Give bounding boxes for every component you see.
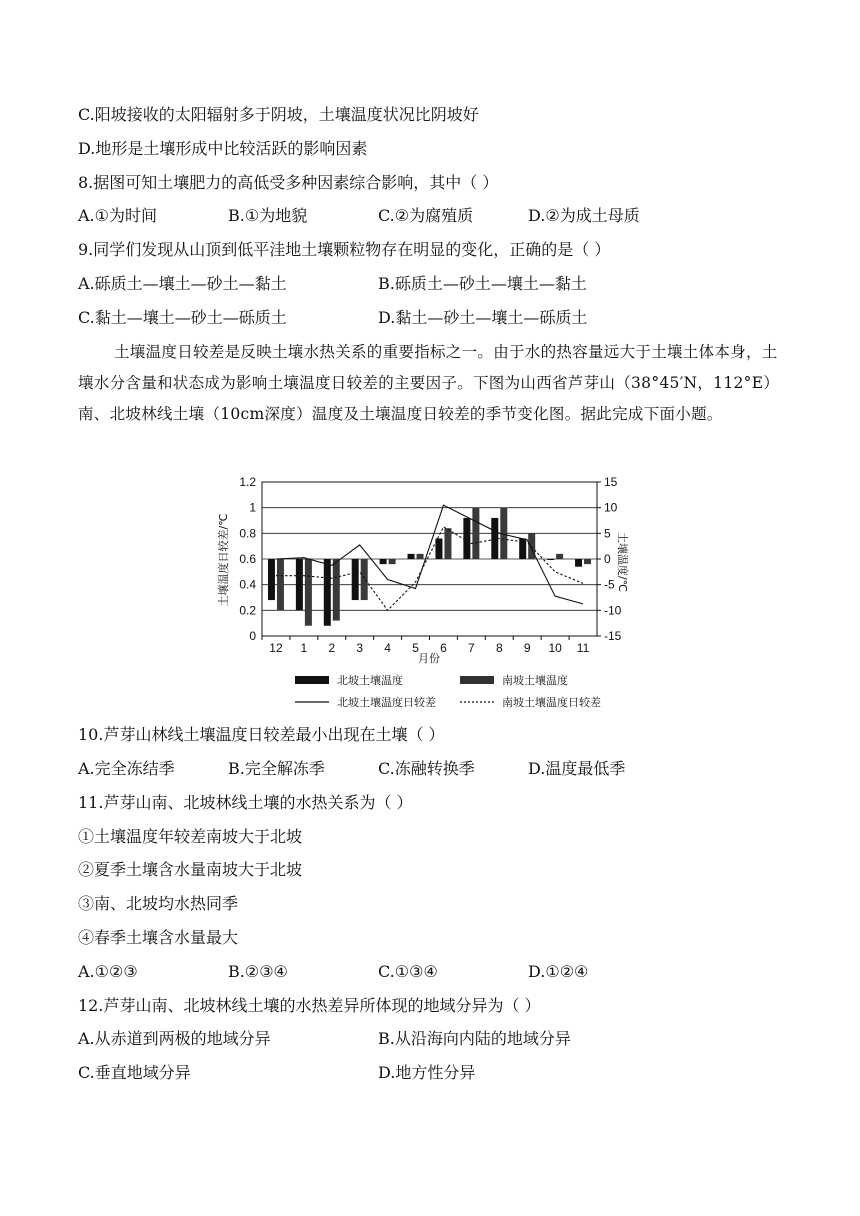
y-left-tick-label: 0.2 bbox=[239, 603, 256, 618]
x-tick-label: 7 bbox=[468, 641, 475, 655]
bar-north-temperature bbox=[352, 559, 359, 600]
bar-north-temperature bbox=[380, 559, 387, 564]
q11-option-b: B.②③④ bbox=[228, 962, 288, 981]
q9-option-a: A.砾质土—壤土—砂土—黏土 bbox=[78, 274, 287, 293]
q8-stem: 8.据图可知土壤肥力的高低受多种因素综合影响，其中（ ） bbox=[78, 173, 499, 192]
q10-stem: 10.芦芽山林线土壤温度日较差最小出现在土壤（ ） bbox=[78, 725, 445, 744]
x-tick-label: 5 bbox=[412, 641, 419, 655]
q9-option-c: C.黏土—壤土—砂土—砾质土 bbox=[78, 308, 287, 327]
soil-temperature-chart bbox=[205, 470, 635, 716]
q12-stem: 12.芦芽山南、北坡林线土壤的水热差异所体现的地域分异为（ ） bbox=[78, 996, 541, 1015]
y-right-tick-label: -5 bbox=[604, 577, 615, 592]
y-right-tick-label: 10 bbox=[604, 500, 618, 515]
legend bbox=[295, 673, 601, 709]
x-tick-label: 9 bbox=[523, 641, 531, 655]
line-south-daily-range bbox=[276, 527, 583, 610]
bar-south-temperature bbox=[417, 554, 424, 559]
y-left-tick-label: 0 bbox=[249, 629, 256, 643]
y-left-tick-label: 1.2 bbox=[239, 475, 256, 489]
bar-north-temperature bbox=[296, 559, 303, 610]
x-tick-label: 8 bbox=[495, 641, 503, 655]
y-right-tick-label: 5 bbox=[604, 526, 611, 541]
x-tick-label: 3 bbox=[356, 641, 364, 655]
bar-north-temperature bbox=[408, 554, 415, 559]
x-tick-label: 4 bbox=[384, 641, 391, 655]
legend-north-bar: 北坡土壤温度 bbox=[337, 674, 403, 687]
grid bbox=[262, 482, 597, 636]
x-tick-label: 10 bbox=[548, 641, 562, 655]
y-axis-right-label: 土壤温度/℃ bbox=[616, 531, 629, 593]
q11-option-a: A.①②③ bbox=[78, 962, 138, 981]
bar-south-temperature bbox=[333, 559, 340, 621]
bar-north-temperature bbox=[575, 559, 582, 567]
q7-option-d: D.地形是土壤形成中比较活跃的影响因素 bbox=[78, 139, 368, 158]
q11-item-4: ④春季土壤含水量最大 bbox=[78, 928, 239, 947]
y-left-tick-label: 1 bbox=[249, 500, 256, 515]
q8-option-c: C.②为腐殖质 bbox=[378, 206, 474, 225]
x-tick-label: 12 bbox=[269, 641, 283, 655]
q9-option-d: D.黏土—砂土—壤土—砾质土 bbox=[378, 308, 588, 327]
q12-option-d: D.地方性分异 bbox=[378, 1063, 476, 1082]
lines bbox=[276, 505, 583, 610]
q12-option-b: B.从沿海向内陆的地域分异 bbox=[378, 1029, 571, 1048]
q12-option-c: C.垂直地域分异 bbox=[78, 1063, 191, 1082]
q10-option-b: B.完全解冻季 bbox=[228, 759, 325, 778]
q10-option-c: C.冻融转换季 bbox=[378, 759, 475, 778]
bar-south-temperature bbox=[444, 528, 451, 559]
bar-south-temperature bbox=[584, 559, 591, 564]
y-right-tick-label: -10 bbox=[604, 603, 622, 618]
bar-south-temperature bbox=[472, 508, 479, 559]
bar-south-temperature bbox=[305, 559, 312, 626]
bar-south-temperature bbox=[277, 559, 284, 610]
bar-north-temperature bbox=[268, 559, 275, 600]
y-right-tick-label: -15 bbox=[604, 629, 622, 643]
bar-south-temperature bbox=[389, 559, 396, 564]
legend-south-line: 南坡土壤温度日较差 bbox=[502, 696, 601, 709]
y-axis-left-label: 土壤温度日较差/℃ bbox=[217, 513, 230, 607]
q11-option-d: D.①②④ bbox=[528, 962, 589, 981]
bar-north-temperature bbox=[324, 559, 331, 626]
y-right-tick-label: 0 bbox=[604, 552, 611, 566]
y-right-tick-label: 15 bbox=[604, 475, 618, 489]
passage bbox=[78, 337, 778, 430]
q8-option-a: A.①为时间 bbox=[78, 206, 157, 225]
q8-option-b: B.①为地貌 bbox=[228, 206, 308, 225]
q10-option-a: A.完全冻结季 bbox=[78, 759, 175, 778]
x-tick-label: 6 bbox=[440, 641, 447, 655]
q12-option-a: A.从赤道到两极的地域分异 bbox=[78, 1029, 271, 1048]
q8-option-d: D.②为成土母质 bbox=[528, 206, 640, 225]
q11-item-3: ③南、北坡均水热同季 bbox=[78, 894, 239, 913]
bar-north-temperature bbox=[463, 518, 470, 559]
legend-south-bar: 南坡土壤温度 bbox=[502, 674, 568, 687]
q11-stem: 11.芦芽山南、北坡林线土壤的水热关系为（ ） bbox=[78, 793, 413, 812]
q9-option-b: B.砾质土—砂土—壤土—黏土 bbox=[378, 274, 587, 293]
legend-north-line: 北坡土壤温度日较差 bbox=[337, 696, 436, 709]
q10-option-d: D.温度最低季 bbox=[528, 759, 626, 778]
bar-south-temperature bbox=[528, 533, 535, 559]
q11-option-c: C.①③④ bbox=[378, 962, 438, 981]
legend-north-bar-swatch bbox=[295, 676, 329, 684]
q11-item-1: ①土壤温度年较差南坡大于北坡 bbox=[78, 827, 303, 846]
bar-north-temperature bbox=[547, 559, 554, 560]
q9-stem: 9.同学们发现从山顶到低平洼地土壤颗粒物存在明显的变化，正确的是（ ） bbox=[78, 240, 611, 259]
y-left-tick-label: 0.8 bbox=[239, 526, 256, 541]
y-left-tick-label: 0.6 bbox=[239, 552, 256, 566]
x-tick-label: 11 bbox=[576, 641, 590, 655]
q7-option-c: C.阳坡接收的太阳辐射多于阴坡，土壤温度状况比阴坡好 bbox=[78, 105, 479, 124]
y-left-tick-label: 0.4 bbox=[239, 577, 256, 592]
legend-south-bar-swatch bbox=[460, 676, 494, 684]
x-axis-label: 月份 bbox=[418, 652, 440, 665]
bar-south-temperature bbox=[556, 554, 563, 559]
bar-south-temperature bbox=[361, 559, 368, 600]
x-tick-label: 1 bbox=[300, 641, 308, 655]
passage-text: 土壤温度日较差是反映土壤水热关系的重要指标之一。由于水的热容量远大于土壤土体本身，土壤水分含量和状态成为影响土壤温度日较差的主要因子。下图为山西省芦芽山（38°45′N，112°E）南、北坡林线土壤（10cm深度）温度及土壤温度日较差的季节变化图。据此完成下面小题。 bbox=[78, 343, 778, 423]
bars bbox=[268, 508, 591, 626]
x-tick-label: 2 bbox=[328, 641, 336, 655]
q11-item-2: ②夏季土壤含水量南坡大于北坡 bbox=[78, 860, 303, 879]
